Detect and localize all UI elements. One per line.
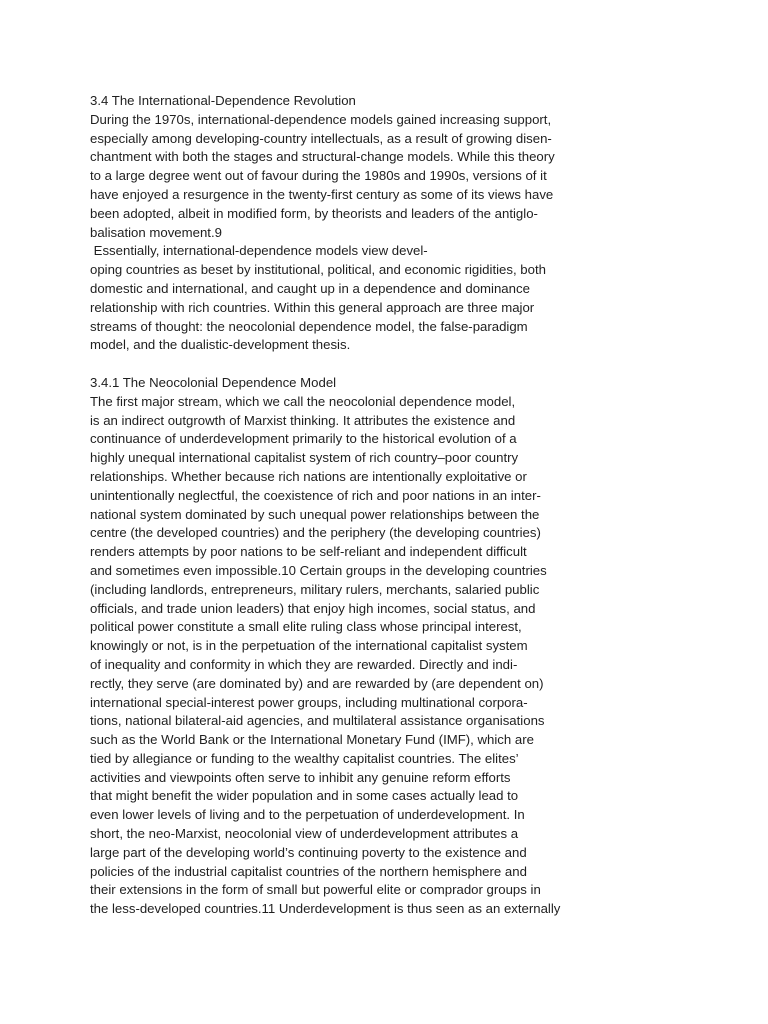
text-line: chantment with both the stages and structural-change models. While this theory	[90, 149, 555, 165]
text-line: of inequality and conformity in which they are rewarded. Directly and indi-	[90, 656, 518, 672]
text-line: rectly, they serve (are dominated by) and are rewarded by (are dependent on)	[90, 675, 544, 691]
text-line: activities and viewpoints often serve to inhibit any genuine reform efforts	[90, 769, 511, 785]
text-line: oping countries as beset by institutional, political, and economic rigidities, both	[90, 262, 546, 278]
section-heading: 3.4.1 The Neocolonial Dependence Model	[90, 374, 337, 390]
text-line: short, the neo-Marxist, neocolonial view of underdevelopment attributes a	[90, 826, 519, 842]
text-line: political power constitute a small elite ruling class whose principal interest,	[90, 619, 522, 635]
text-line: continuance of underdevelopment primarily to the historical evolution of a	[90, 431, 517, 447]
text-line: domestic and international, and caught up in a dependence and dominance	[90, 280, 530, 296]
text-line: The first major stream, which we call the neocolonial dependence model,	[90, 393, 516, 409]
section-heading: 3.4 The International-Dependence Revolution	[90, 93, 356, 108]
text-line: centre (the developed countries) and the periphery (the developing countries)	[90, 525, 541, 541]
text-line: to a large degree went out of favour during the 1980s and 1990s, versions of it	[90, 168, 547, 184]
text-line: streams of thought: the neocolonial dependence model, the false-paradigm	[90, 318, 528, 334]
text-line: model, and the dualistic-development thesis.	[90, 337, 351, 353]
text-line: that might benefit the wider population and in some cases actually lead to	[90, 788, 519, 804]
text-line: international special-interest power groups, including multinational corpora-	[90, 694, 528, 710]
paragraph-gap	[90, 355, 650, 374]
text-line: even lower levels of living and to the perpetuation of underdevelopment. In	[90, 807, 525, 823]
text-line: large part of the developing world’s continuing poverty to the existence and	[90, 844, 527, 860]
text-line: the less-developed countries.11 Underdevelopment is thus seen as an externally	[90, 901, 561, 917]
text-line: and sometimes even impossible.10 Certain groups in the developing countries	[90, 562, 547, 578]
section-body	[90, 393, 650, 919]
text-line: especially among developing-country intellectuals, as a result of growing disen-	[90, 130, 552, 146]
document-page	[90, 92, 650, 919]
text-line: such as the World Bank or the International Monetary Fund (IMF), which are	[90, 732, 534, 748]
text-line: tied by allegiance or funding to the wealthy capitalist countries. The elites’	[90, 750, 519, 766]
text-line: unintentionally neglectful, the coexistence of rich and poor nations in an inter-	[90, 487, 541, 503]
text-line: highly unequal international capitalist system of rich country–poor country	[90, 450, 519, 466]
section-neocolonial-dependence	[90, 374, 650, 919]
text-line: national system dominated by such unequal power relationships between the	[90, 506, 540, 522]
text-line: balisation movement.9	[90, 224, 222, 240]
text-line: is an indirect outgrowth of Marxist thinking. It attributes the existence and	[90, 412, 516, 428]
text-line: have enjoyed a resurgence in the twenty-first century as some of its views have	[90, 186, 554, 202]
section-body	[90, 111, 650, 355]
text-line: (including landlords, entrepreneurs, military rulers, merchants, salaried public	[90, 581, 540, 597]
text-line: relationships. Whether because rich nations are intentionally exploitative or	[90, 468, 527, 484]
text-line: been adopted, albeit in modified form, by theorists and leaders of the antiglo-	[90, 205, 538, 221]
text-line: their extensions in the form of small but powerful elite or comprador groups in	[90, 882, 541, 898]
text-line: officials, and trade union leaders) that enjoy high incomes, social status, and	[90, 600, 536, 616]
text-line: relationship with rich countries. Within this general approach are three major	[90, 299, 535, 315]
section-international-dependence	[90, 92, 650, 355]
text-line: policies of the industrial capitalist countries of the northern hemisphere and	[90, 863, 527, 879]
text-line: During the 1970s, international-dependence models gained increasing support,	[90, 111, 552, 127]
text-line: knowingly or not, is in the perpetuation of the international capitalist system	[90, 638, 528, 654]
text-line: renders attempts by poor nations to be self-reliant and independent difficult	[90, 544, 527, 560]
text-line: Essentially, international-dependence models view devel-	[90, 243, 428, 259]
text-line: tions, national bilateral-aid agencies, and multilateral assistance organisations	[90, 713, 545, 729]
